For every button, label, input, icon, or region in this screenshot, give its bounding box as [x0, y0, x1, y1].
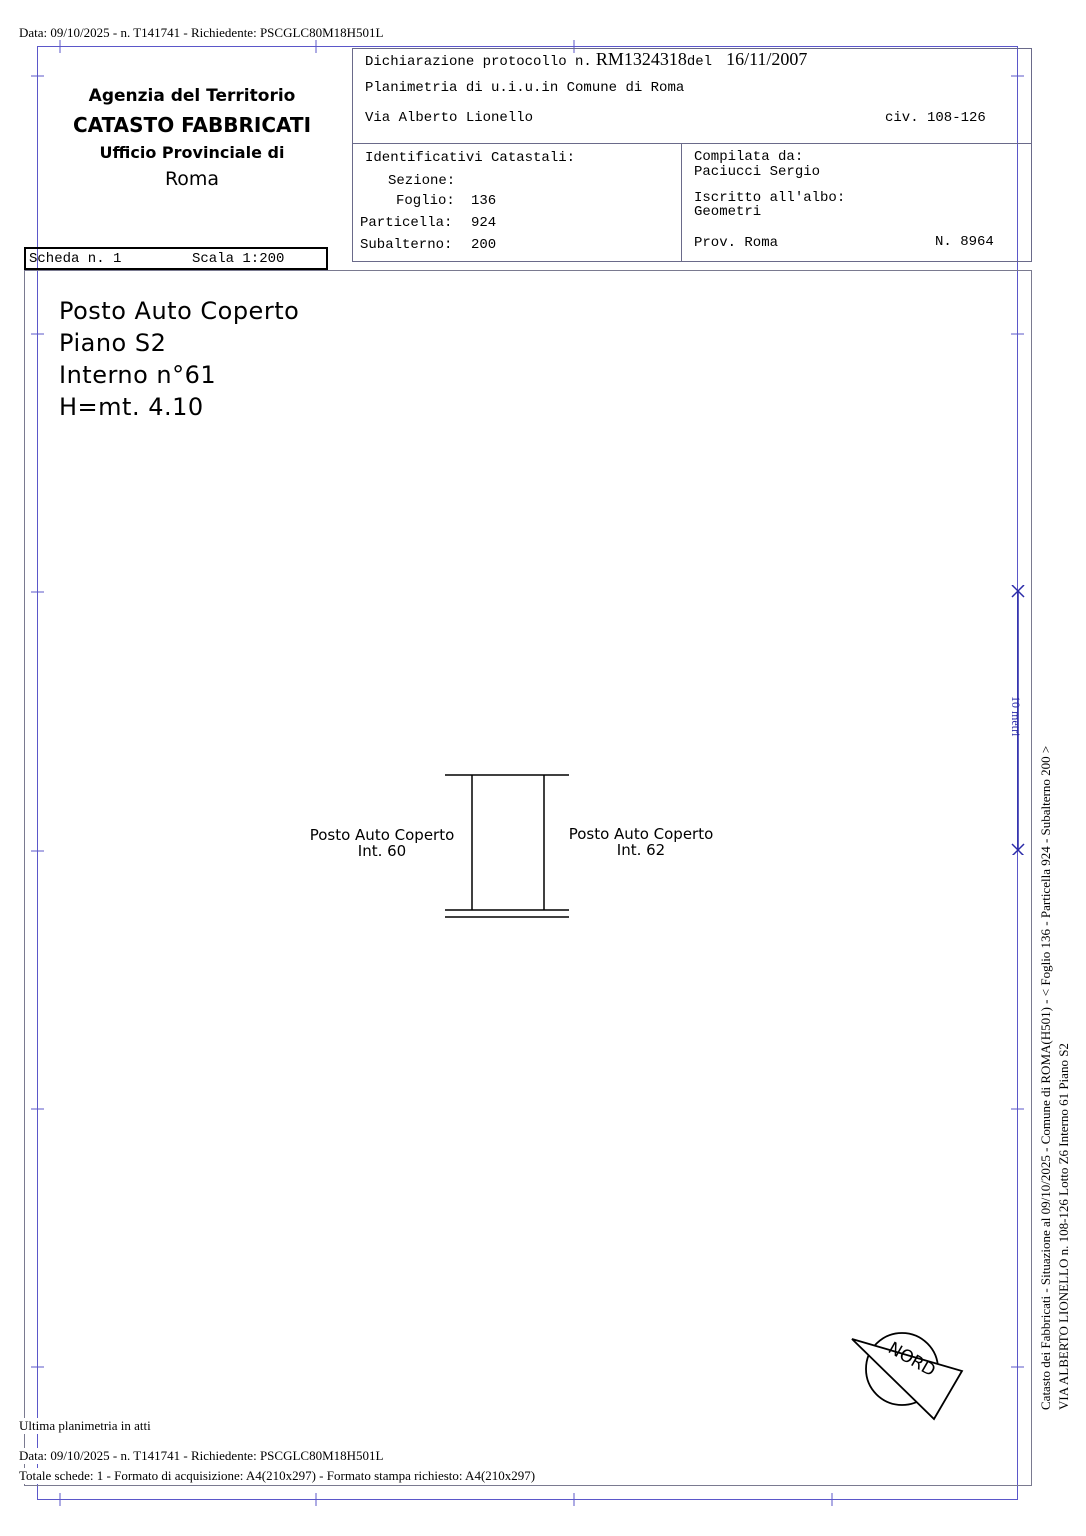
foglio-value: 136 — [471, 193, 497, 209]
left-neighbor-line1: Posto Auto Coperto — [309, 826, 455, 844]
north-arrow-icon — [848, 1325, 978, 1425]
side-address-line: VIA ALBERTO LIONELLO n. 108-126 Lotto Z6 Interno 61 Piano S2 — [1056, 1043, 1071, 1410]
plan-title-line: Interno n°61 — [59, 361, 217, 389]
albo-number: N. 8964 — [935, 234, 994, 250]
albo-value: Geometri — [694, 204, 762, 220]
albo-label: Iscritto all'albo: — [694, 190, 846, 206]
subalterno-label: Subalterno: — [360, 237, 453, 253]
compiler-heading: Compilata da: — [694, 149, 804, 165]
footer-totals-line: Totale schede: 1 - Formato di acquisizione: A4(210x297) - Formato stampa richiesto: A4(210x297) — [19, 1468, 536, 1483]
right-neighbor-line2: Int. 62 — [616, 841, 666, 859]
protocol-number: RM1324318 — [595, 49, 687, 69]
declaration-date: 16/11/2007 — [726, 49, 808, 69]
planimetry-line: Planimetria di u.i.u.in Comune di Roma — [365, 80, 685, 96]
office-catasto: CATASTO FABBRICATI — [72, 113, 312, 137]
scale-bar-label: 10 metri — [1009, 696, 1023, 737]
identifiers-heading: Identificativi Catastali: — [365, 150, 576, 166]
footer-data-line: Data: 09/10/2025 - n. T141741 - Richiedente: PSCGLC80M18H501L — [19, 1448, 384, 1463]
plan-title-line: Piano S2 — [59, 329, 167, 357]
right-neighbor-line1: Posto Auto Coperto — [568, 825, 714, 843]
civic-number: civ. 108-126 — [885, 110, 986, 126]
office-ufficio: Ufficio Provinciale di — [99, 143, 285, 162]
north-label: NORD — [884, 1338, 939, 1382]
left-neighbor-label — [296, 827, 468, 859]
declaration-del: del — [686, 54, 713, 70]
particella-label: Particella: — [360, 215, 453, 231]
sezione-label: Sezione: — [388, 173, 456, 189]
address-line: Via Alberto Lionello — [365, 110, 534, 126]
plan-title-line: H=mt. 4.10 — [59, 393, 204, 421]
province-label: Prov. Roma — [694, 235, 779, 251]
scheda-number: Scheda n. 1 — [29, 251, 122, 267]
subalterno-value: 200 — [471, 237, 497, 253]
left-neighbor-line2: Int. 60 — [357, 842, 407, 860]
plan-title-line: Posto Auto Coperto — [59, 297, 300, 325]
header-request-line: Data: 09/10/2025 - n. T141741 - Richiedente: PSCGLC80M18H501L — [19, 25, 384, 40]
office-agency: Agenzia del Territorio — [88, 86, 296, 106]
compiler-name: Paciucci Sergio — [694, 164, 821, 180]
declaration-prefix: Dichiarazione protocollo n. — [365, 54, 592, 70]
office-city: Roma — [164, 168, 220, 190]
foglio-label: Foglio: — [396, 193, 455, 209]
particella-value: 924 — [471, 215, 497, 231]
right-neighbor-label — [555, 826, 727, 858]
footer-last-plan: Ultima planimetria in atti — [19, 1418, 151, 1433]
side-situation-line: Catasto dei Fabbricati - Situazione al 09/10/2025 - Comune di ROMA(H501) - < Foglio 136 - Particella 924 - Subalterno 200 > — [1038, 745, 1053, 1410]
scheda-scale: Scala 1:200 — [192, 251, 285, 267]
